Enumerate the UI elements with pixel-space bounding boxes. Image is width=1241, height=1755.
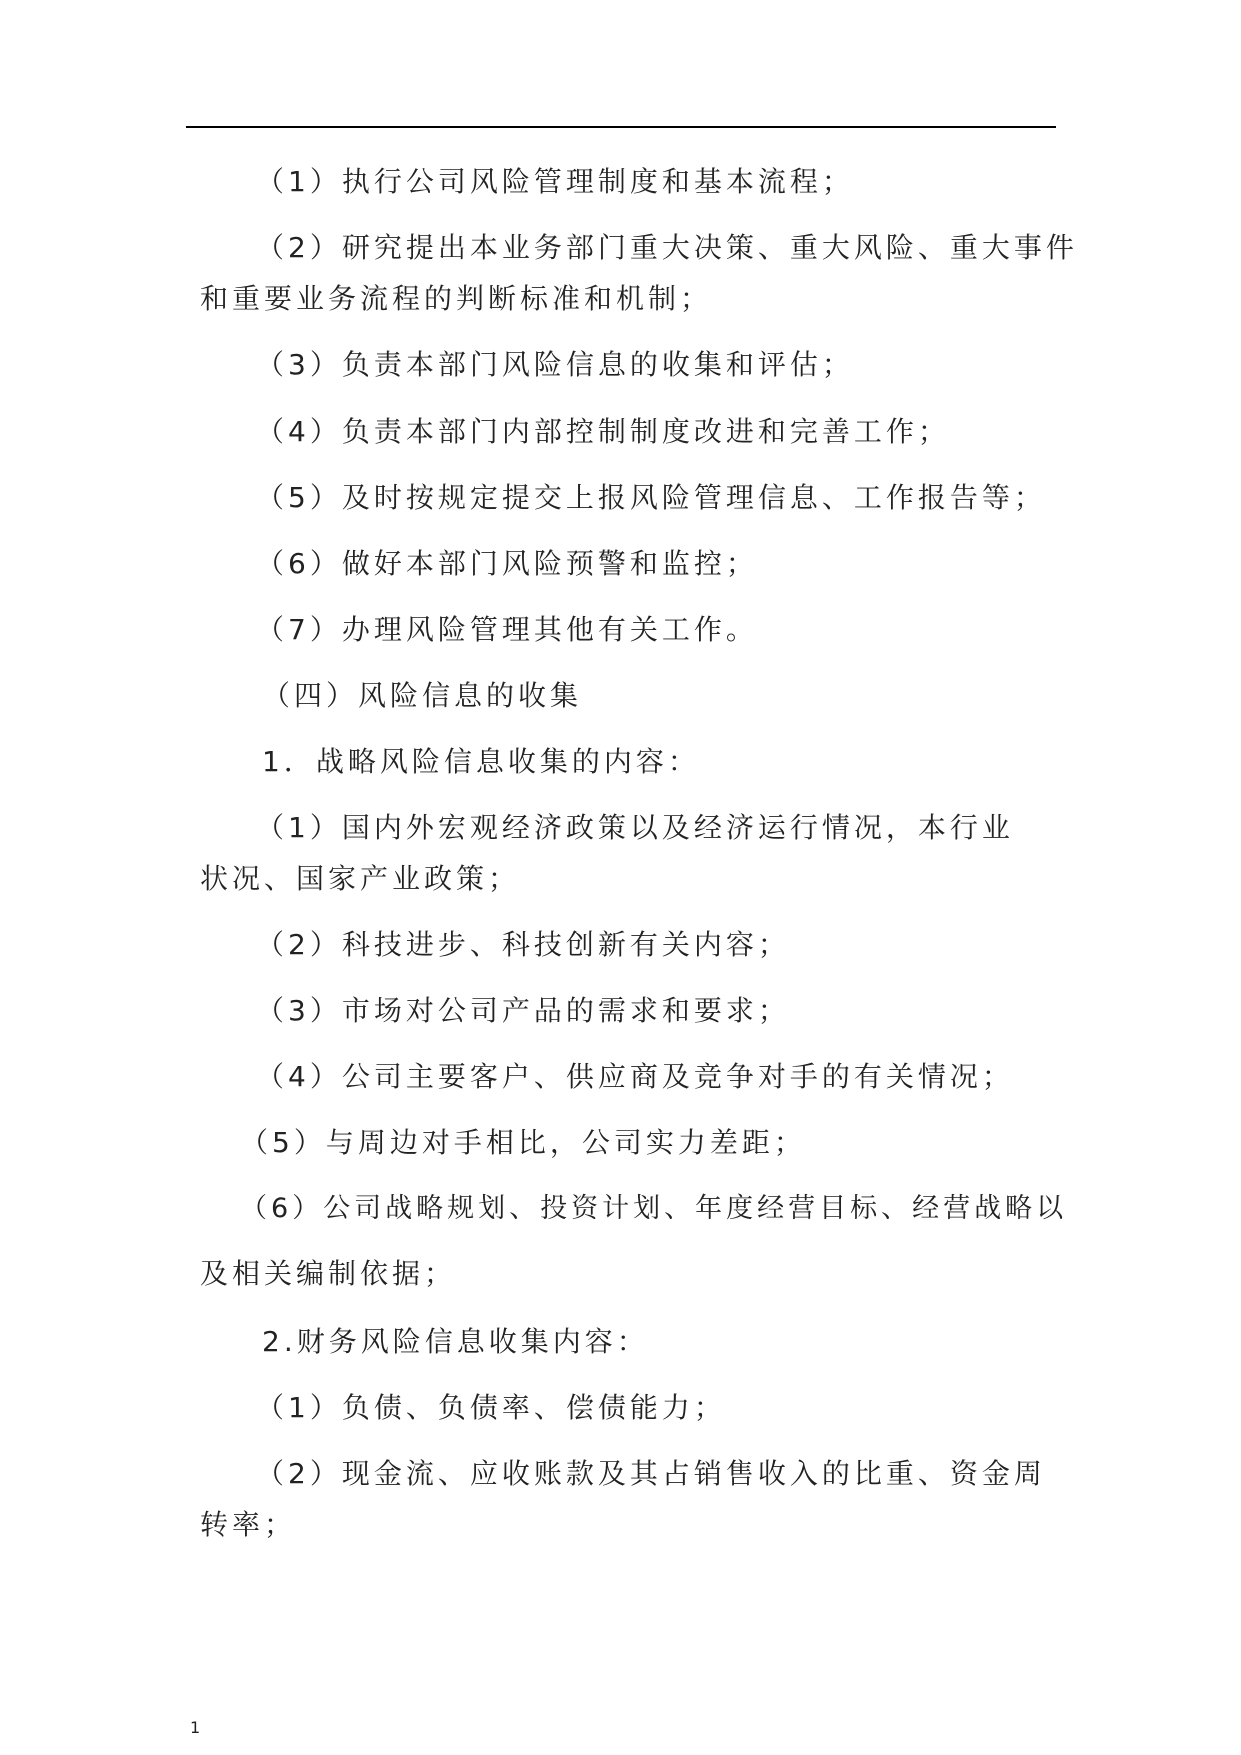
text-line: （5）及时按规定提交上报风险管理信息、工作报告等；	[256, 481, 1046, 514]
text-line: （1）国内外宏观经济政策以及经济运行情况，本行业	[256, 811, 1014, 844]
text-line: （4）公司主要客户、供应商及竞争对手的有关情况；	[256, 1060, 1014, 1093]
text-line: 及相关编制依据；	[200, 1257, 457, 1290]
text-line: （6）公司战略规划、投资计划、年度经营目标、经营战略以	[240, 1193, 1068, 1224]
text-line: （3）负责本部门风险信息的收集和评估；	[256, 348, 854, 381]
text-line: （2）现金流、应收账款及其占销售收入的比重、资金周	[256, 1457, 1046, 1490]
text-line: 和重要业务流程的判断标准和机制；	[200, 282, 713, 315]
text-line: 转率；	[200, 1508, 297, 1541]
text-line: 状况、国家产业政策；	[200, 862, 521, 895]
page-number: 1	[190, 1718, 201, 1737]
section-heading: （四）风险信息的收集	[262, 679, 583, 712]
text-line: （4）负责本部门内部控制制度改进和完善工作；	[256, 415, 950, 448]
text-line: （3）市场对公司产品的需求和要求；	[256, 994, 790, 1027]
text-line: （2）研究提出本业务部门重大决策、重大风险、重大事件	[256, 231, 1078, 264]
subsection-heading: 2.财务风险信息收集内容：	[262, 1325, 649, 1358]
subsection-heading: 1．战略风险信息收集的内容：	[262, 745, 700, 778]
text-line: （1）负债、负债率、偿债能力；	[256, 1391, 726, 1424]
text-line: （1）执行公司风险管理制度和基本流程；	[256, 165, 854, 198]
text-line: （7）办理风险管理其他有关工作。	[256, 613, 758, 646]
header-rule	[186, 126, 1056, 128]
text-line: （6）做好本部门风险预警和监控；	[256, 547, 758, 580]
text-line: （2）科技进步、科技创新有关内容；	[256, 928, 790, 961]
text-line: （5）与周边对手相比，公司实力差距；	[240, 1126, 806, 1159]
